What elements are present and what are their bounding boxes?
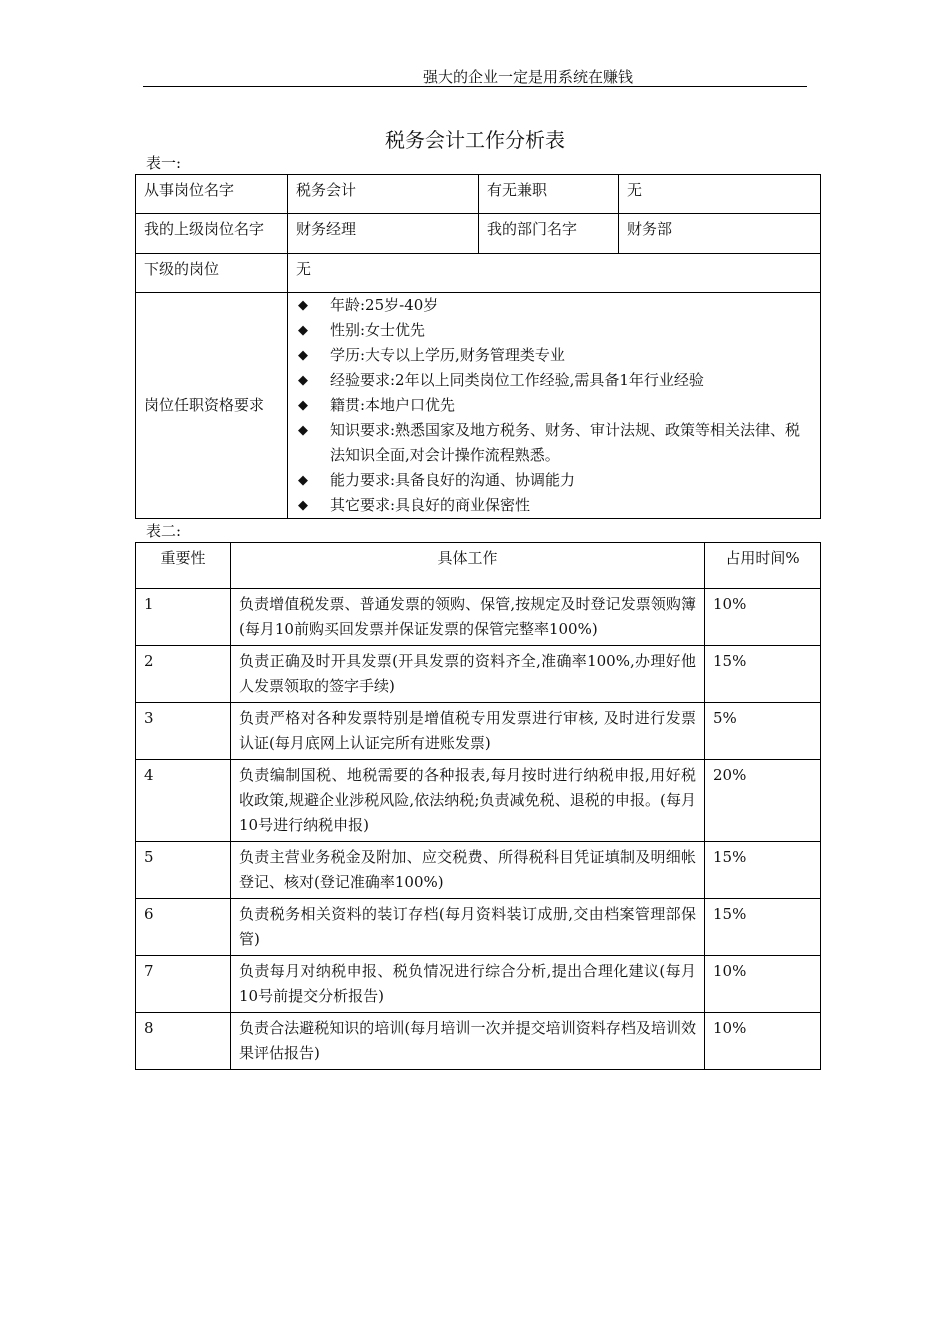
department-value: 财务部: [619, 214, 821, 254]
row-number: 7: [136, 956, 231, 1013]
table-row: [136, 842, 821, 899]
table-row: [136, 956, 821, 1013]
time-percent: 20%: [705, 760, 821, 842]
diamond-bullet-icon: ◆: [298, 498, 308, 513]
task-description: 负责每月对纳税申报、税负情况进行综合分析,提出合理化建议(每月10号前提交分析报告): [231, 956, 705, 1013]
duties-table: [135, 542, 821, 1070]
row-number: 4: [136, 760, 231, 842]
table-row: [136, 1013, 821, 1070]
qualification-text: 学历:大专以上学历,财务管理类专业: [330, 346, 565, 364]
task-description: 负责合法避税知识的培训(每月培训一次并提交培训资料存档及培训效果评估报告): [231, 1013, 705, 1070]
qualification-text: 能力要求:具备良好的沟通、协调能力: [330, 471, 576, 489]
part-time-value: 无: [619, 175, 821, 214]
header-divider: [143, 86, 807, 87]
task-description: 负责主营业务税金及附加、应交税费、所得税科目凭证填制及明细帐登记、核对(登记准确率100%): [231, 842, 705, 899]
table-row: [136, 254, 821, 293]
diamond-bullet-icon: ◆: [298, 323, 308, 338]
qualification-text: 知识要求:熟悉国家及地方税务、财务、审计法规、政策等相关法律、税法知识全面,对会计操作流程熟悉。: [330, 421, 801, 464]
time-percent: 10%: [705, 589, 821, 646]
page-header-text: 强大的企业一定是用系统在赚钱: [423, 68, 634, 86]
table1-caption: 表一:: [146, 154, 182, 172]
diamond-bullet-icon: ◆: [298, 348, 308, 363]
row-number: 2: [136, 646, 231, 703]
qualifications-list: [296, 293, 812, 518]
job-info-table: [135, 174, 821, 519]
supervisor-label: 我的上级岗位名字: [136, 214, 288, 254]
task-description: 负责正确及时开具发票(开具发票的资料齐全,准确率100%,办理好他人发票领取的签字手续): [231, 646, 705, 703]
diamond-bullet-icon: ◆: [298, 398, 308, 413]
task-header: 具体工作: [231, 543, 705, 589]
diamond-bullet-icon: ◆: [298, 473, 308, 488]
qualification-text: 经验要求:2年以上同类岗位工作经验,需具备1年行业经验: [330, 371, 704, 389]
diamond-bullet-icon: ◆: [298, 423, 308, 438]
qualification-text: 籍贯:本地户口优先: [330, 396, 456, 414]
subordinate-value: 无: [288, 254, 821, 293]
table-row: [136, 646, 821, 703]
time-percent: 15%: [705, 842, 821, 899]
qualification-text: 年龄:25岁-40岁: [330, 296, 439, 314]
department-label: 我的部门名字: [479, 214, 619, 254]
table-row: [136, 899, 821, 956]
supervisor-value: 财务经理: [288, 214, 479, 254]
table-row: [136, 214, 821, 254]
qualifications-label: 岗位任职资格要求: [136, 293, 288, 519]
list-item: [296, 368, 812, 393]
time-percent: 10%: [705, 956, 821, 1013]
table-header-row: [136, 543, 821, 589]
list-item: [296, 318, 812, 343]
part-time-label: 有无兼职: [479, 175, 619, 214]
position-name-value: 税务会计: [288, 175, 479, 214]
table-row: [136, 589, 821, 646]
time-header: 占用时间%: [705, 543, 821, 589]
list-item: [296, 493, 812, 518]
qualification-text: 性别:女士优先: [330, 321, 426, 339]
importance-header: 重要性: [136, 543, 231, 589]
task-description: 负责税务相关资料的装订存档(每月资料装订成册,交由档案管理部保管): [231, 899, 705, 956]
list-item: [296, 418, 812, 468]
table2-caption: 表二:: [146, 522, 182, 540]
diamond-bullet-icon: ◆: [298, 373, 308, 388]
list-item: [296, 343, 812, 368]
task-description: 负责编制国税、地税需要的各种报表,每月按时进行纳税申报,用好税收政策,规避企业涉税风险,依法纳税;负责减免税、退税的申报。(每月10号进行纳税申报): [231, 760, 705, 842]
position-name-label: 从事岗位名字: [136, 175, 288, 214]
qualification-text: 其它要求:具良好的商业保密性: [330, 496, 531, 514]
time-percent: 15%: [705, 899, 821, 956]
time-percent: 15%: [705, 646, 821, 703]
row-number: 6: [136, 899, 231, 956]
subordinate-label: 下级的岗位: [136, 254, 288, 293]
document-title: 税务会计工作分析表: [385, 128, 565, 152]
table-row: [136, 703, 821, 760]
diamond-bullet-icon: ◆: [298, 298, 308, 313]
table-row: [136, 175, 821, 214]
row-number: 3: [136, 703, 231, 760]
list-item: [296, 393, 812, 418]
row-number: 5: [136, 842, 231, 899]
row-number: 8: [136, 1013, 231, 1070]
table-row: [136, 293, 821, 519]
time-percent: 5%: [705, 703, 821, 760]
time-percent: 10%: [705, 1013, 821, 1070]
qualifications-cell: [288, 293, 821, 519]
list-item: [296, 468, 812, 493]
row-number: 1: [136, 589, 231, 646]
list-item: [296, 293, 812, 318]
task-description: 负责严格对各种发票特别是增值税专用发票进行审核, 及时进行发票认证(每月底网上认证完所有进账发票): [231, 703, 705, 760]
table-row: [136, 760, 821, 842]
task-description: 负责增值税发票、普通发票的领购、保管,按规定及时登记发票领购簿(每月10前购买回发票并保证发票的保管完整率100%): [231, 589, 705, 646]
